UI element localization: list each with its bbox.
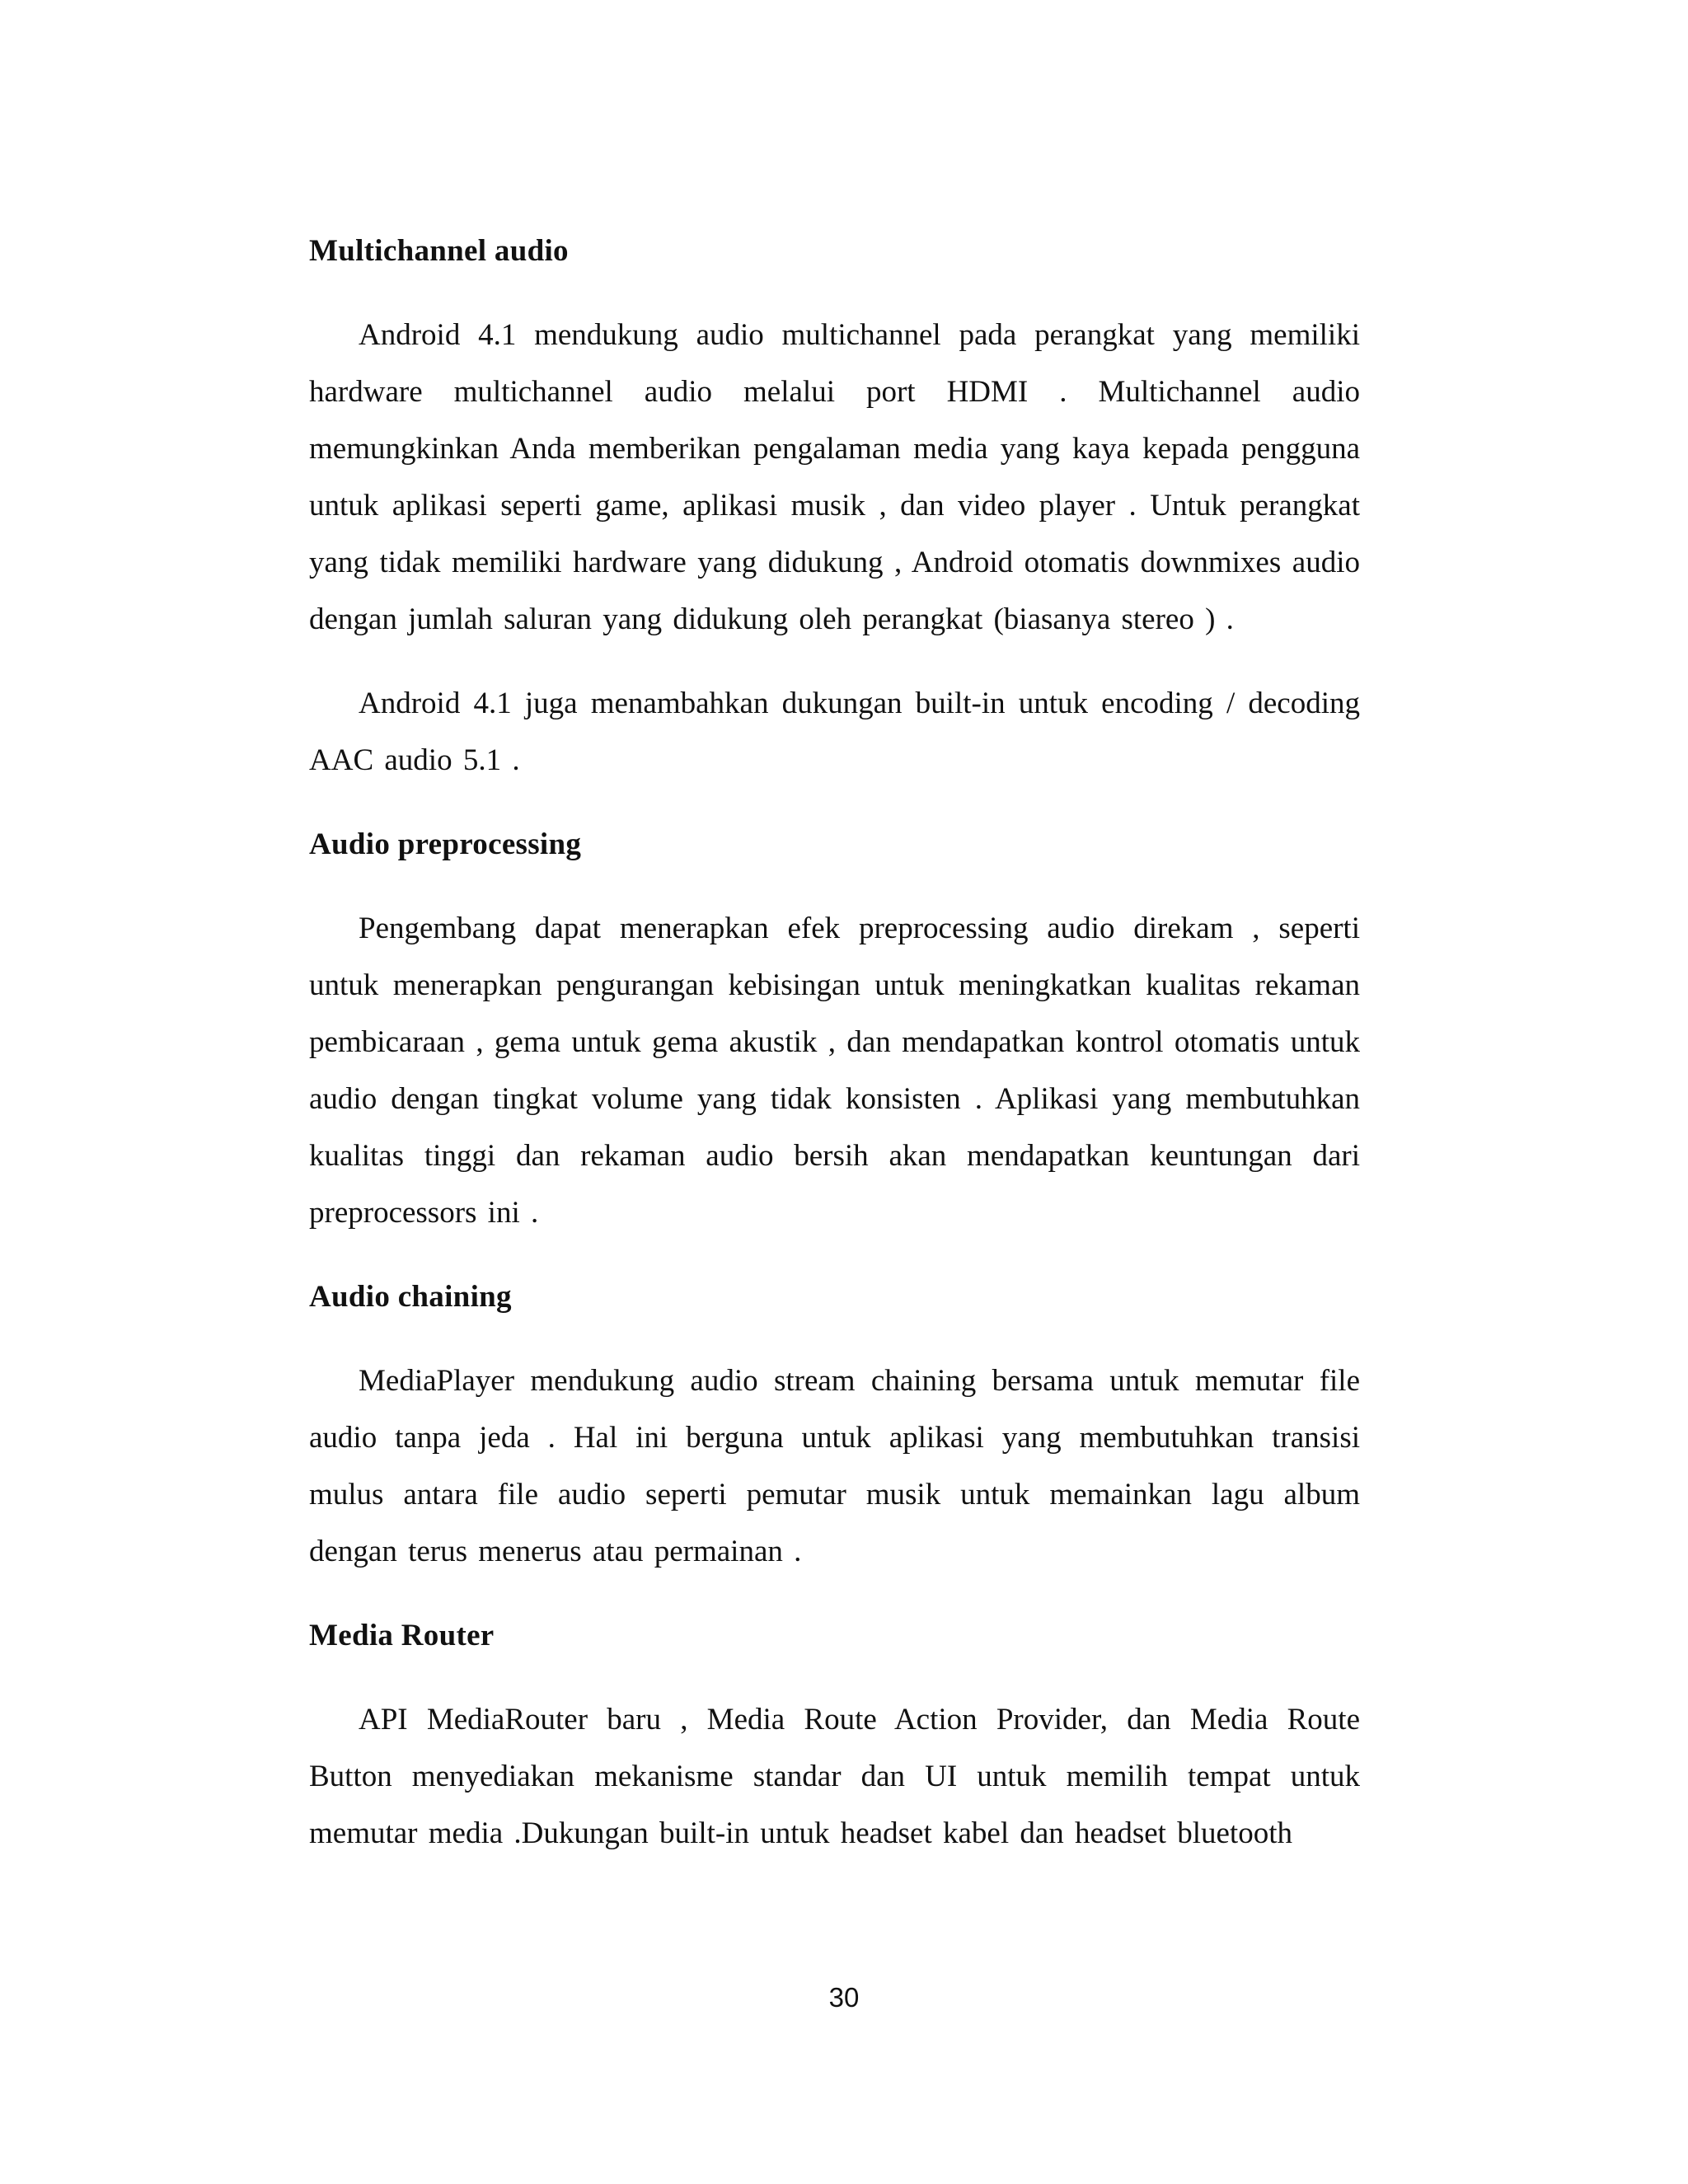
paragraph-multichannel-audio-1: Android 4.1 mendukung audio multichannel pada perangkat yang memiliki hardware multichannel audio melalui port HDMI . Multichannel audio memungkinkan Anda memberikan pengalaman media yang kaya kepada pengguna untuk aplikasi seperti game, aplikasi musik , dan video player . Untuk perangkat yang tidak memiliki hardware yang didukung , Android otomatis downmixes audio dengan jumlah saluran yang didukung oleh perangkat (biasanya stereo ) . xyxy=(309,318,1360,636)
page-number: 30 xyxy=(828,1982,860,2013)
section-heading-media-router: Media Router xyxy=(309,1619,495,1652)
paragraph-audio-chaining: MediaPlayer mendukung audio stream chaining bersama untuk memutar file audio tanpa jeda . Hal ini berguna untuk aplikasi yang membutuhkan transisi mulus antara file audio seperti pemutar musik untuk memainkan lagu album dengan terus menerus atau permainan . xyxy=(309,1364,1360,1568)
section-heading-audio-preprocessing: Audio preprocessing xyxy=(309,827,582,861)
paragraph-media-router: API MediaRouter baru , Media Route Action Provider, dan Media Route Button menyediakan mekanisme standar dan UI untuk memilih tempat untuk memutar media .Dukungan built-in untuk headset kabel dan headset bluetooth xyxy=(309,1703,1360,1850)
section-heading-audio-chaining: Audio chaining xyxy=(309,1280,512,1314)
page-body xyxy=(309,223,1360,1862)
paragraph-multichannel-audio-2: Android 4.1 juga menambahkan dukungan built-in untuk encoding / decoding AAC audio 5.1 . xyxy=(309,687,1360,777)
paragraph-audio-preprocessing: Pengembang dapat menerapkan efek preprocessing audio direkam , seperti untuk menerapkan pengurangan kebisingan untuk meningkatkan kualitas rekaman pembicaraan , gema untuk gema akustik , dan mendapatkan kontrol otomatis untuk audio dengan tingkat volume yang tidak konsisten . Aplikasi yang membutuhkan kualitas tinggi dan rekaman audio bersih akan mendapatkan keuntungan dari preprocessors ini . xyxy=(309,912,1360,1230)
section-heading-multichannel-audio: Multichannel audio xyxy=(309,234,569,268)
